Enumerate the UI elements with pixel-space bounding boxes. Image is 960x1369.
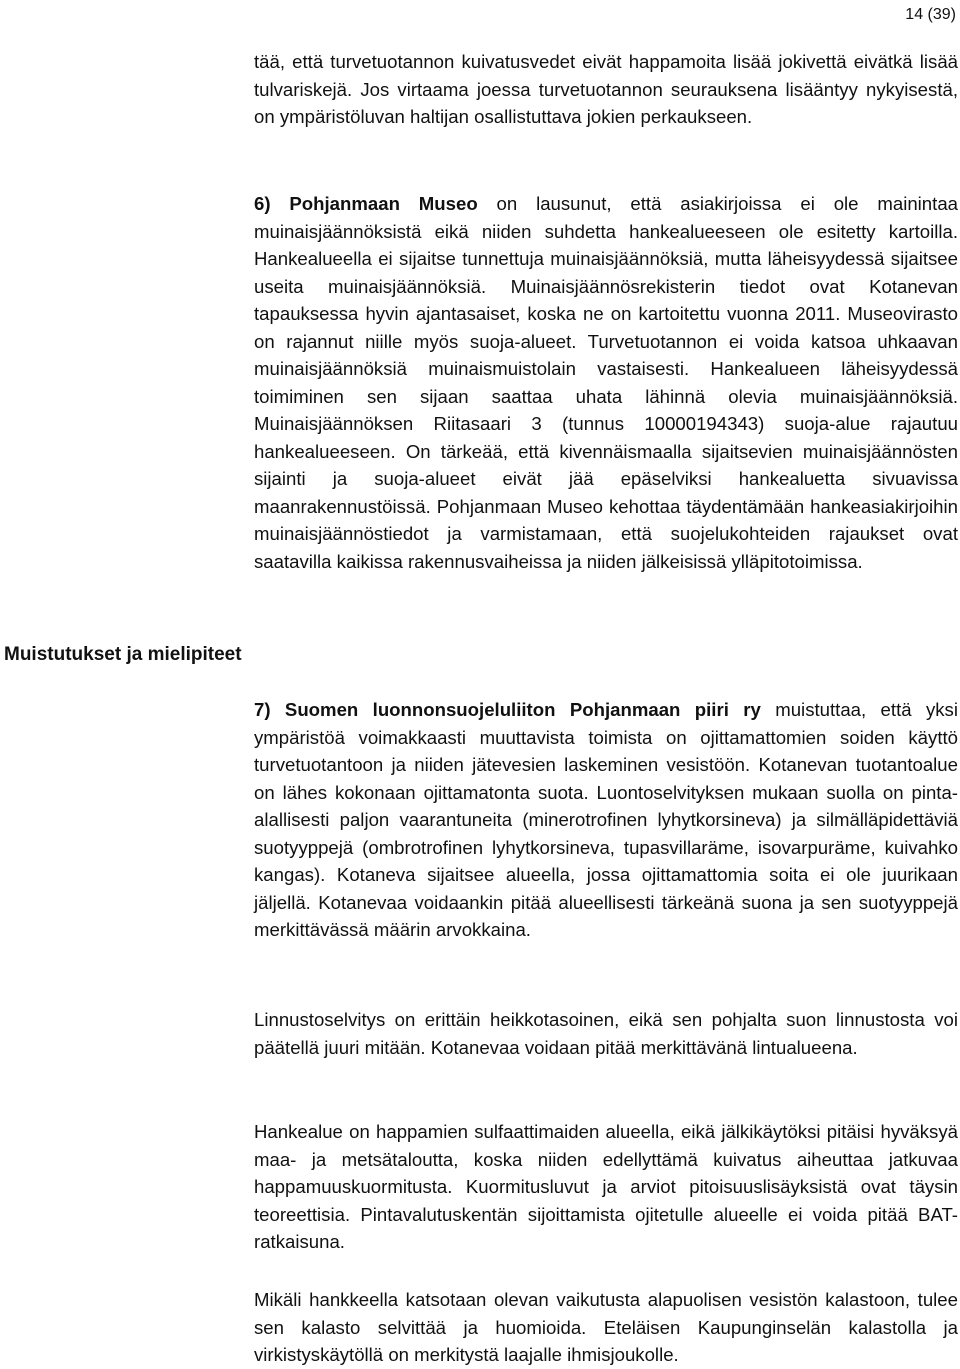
section-heading: Muistutukset ja mielipiteet [4,644,242,665]
paragraph-body: on lausunut, että asiakirjoissa ei ole mainintaa muinaisjäännöksistä eikä niiden suhdetta hankealueeseen ole esitetty kartoilla. Hankealueella ei sijaitse tunnettuja muinaisjäännöksiä, mutta läheisyydessä sijaitsee useita muinaisjäännöksiä. Muinaisjäännösrekisterin tiedot ovat Kotanevan tapauksessa hyvin ajantasaiset, koska ne on kartoitettu vuonna 2011. Museovirasto on rajannut niille myös suoja-alueet. Turvetuotannon ei voida katsoa uhkaavan muinaisjäännöksiä muinaismuistolain vastaisesti. Hankealueen läheisyydessä toimiminen sen sijaan saattaa uhata lähinnä olevia muinaisjäännöksiä. Muinaisjäännöksen Riitasaari 3 (tunnus 10000194343) suoja-alue rajautuu hankealueeseen. On tärkeää, että kivennäismaalla sijaitsevien muinaisjäännösten sijainti ja suoja-alueet eivät jää epäselviksi hankealuetta sivuavissa maanrakennustöissä. Pohjanmaan Museo kehottaa täydentämään hankeasiakirjoihin muinaisjäännöstiedot ja varmistamaan, että suojelukohteiden rajaukset ovat saatavilla kaikissa rakennusvaiheissa ja niiden jälkeisissä ylläpitotoimissa. [254,193,958,572]
paragraph-text: Mikäli hankkeella katsotaan olevan vaikutusta alapuolisen vesistön kalastoon, tulee sen kalasto selvittää ja huomioida. Eteläisen Kaupunginselän kalastolla ja virkistyskäytöllä on merkitystä laajalle ihmisjoukolle. [254,1289,958,1365]
paragraph-7-luonnonsuojeluliitto [254,696,958,944]
paragraph-lead: 6) Pohjanmaan Museo [254,193,478,214]
paragraph-lead: 7) Suomen luonnonsuojeluliiton Pohjanmaan piiri ry [254,699,761,720]
paragraph-body: muistuttaa, että yksi ympäristöä voimakkaasti muuttavista toimista on ojittamattomien soiden käyttö turvetuotantoon ja niiden jätevesien laskeminen vesistöön. Kotanevan tuotantoalue on lähes kokonaan ojittamatonta suota. Luontoselvityksen mukaan suolla on pinta-alallisesti paljon vaarantuneita (minerotrofinen lyhytkorsineva) ja silmälläpidettäviä suotyyppejä (ombrotrofinen lyhytkorsineva, tupasvillaräme, isovarpuräme, kuivahko kangas). Kotaneva sijaitsee alueella, jossa ojittamattomia soita ei ole juurikaan jäljellä. Kotanevaa voidaankin pitää alueellisesti tärkeänä suona ja sen suotyyppejä merkittävässä määrin arvokkaina. [254,699,958,940]
paragraph-text [254,696,958,944]
paragraph-text: Linnustoselvitys on erittäin heikkotasoinen, eikä sen pohjalta suon linnustosta voi päätellä juuri mitään. Kotanevaa voidaan pitää merkittävänä lintualueena. [254,1009,958,1058]
paragraph-kalasto [254,1286,958,1369]
paragraph-linnustoselvitys [254,1006,958,1061]
page-number: 14 (39) [905,6,956,23]
paragraph-text: tää, että turvetuotannon kuivatusvedet eivät happamoita lisää jokivettä eivätkä lisää tulvariskejä. Jos virtaama joessa turvetuotannon seurauksena lisääntyy nykyisestä, on ympäristöluvan haltijan osallistuttava jokien perkaukseen. [254,51,958,127]
paragraph-text [254,190,958,575]
paragraph-text: Hankealue on happamien sulfaattimaiden alueella, eikä jälkikäytöksi pitäisi hyväksyä maa- ja metsätaloutta, koska niiden edellyttämä kuivatus aiheuttaa jatkuvaa happamuuskuormitusta. Kuormitusluvut ja arviot pitoisuuslisäyksistä ovat täysin teoreettisia. Pintavalutuskentän sijoittamista ojitetulle alueelle ei voida pitää BAT-ratkaisuna. [254,1121,958,1252]
paragraph-hankealue [254,1118,958,1256]
paragraph-6-pohjanmaan-museo [254,190,958,575]
paragraph-continuation [254,48,958,131]
